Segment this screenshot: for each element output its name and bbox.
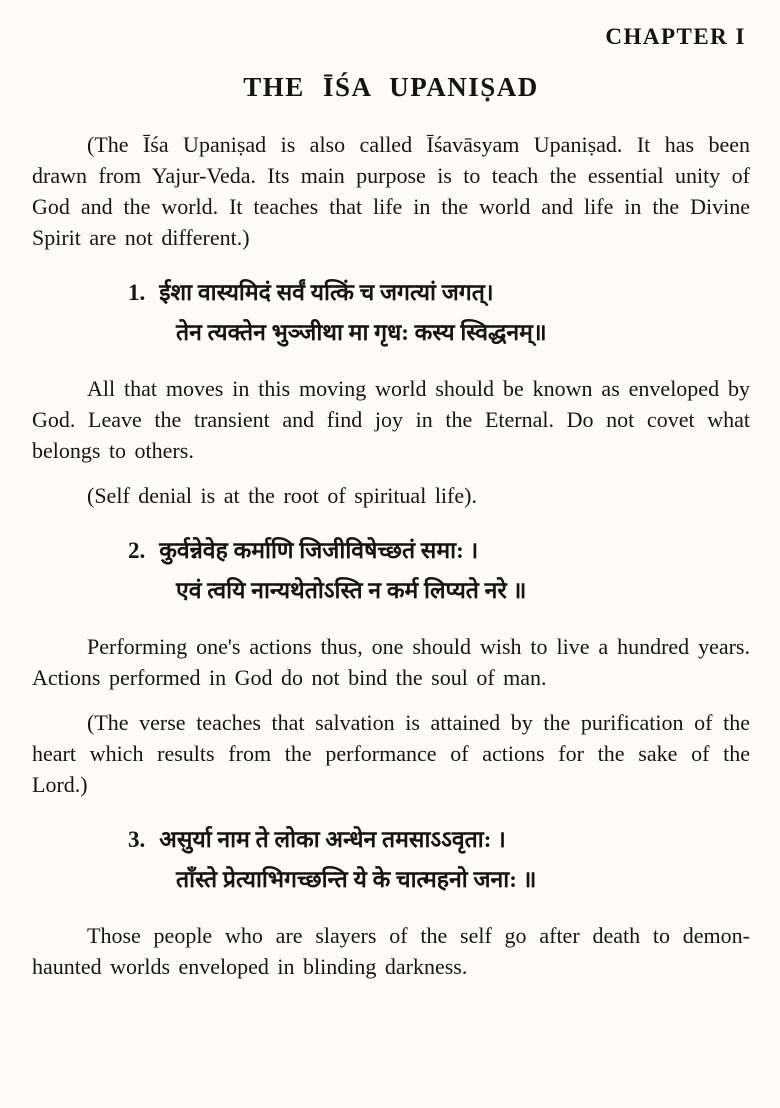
verse-1-number: 1.: [128, 280, 146, 305]
verse-2-line-1: [128, 531, 750, 571]
verse-1-translation: All that moves in this moving world should be known as enveloped by God. Leave the transient and find joy in the Eternal. Do not covet what belongs to others.: [32, 376, 750, 463]
page-title: THE ĪŚA UPANIṢAD: [243, 72, 539, 102]
verse-3-translation: Those people who are slayers of the self go after death to demon-haunted worlds enveloped in blinding darkness.: [32, 923, 750, 979]
verse-3: [128, 820, 750, 900]
verse-2-number: 2.: [128, 538, 146, 563]
verse-1-sanskrit-line-1: ईशा वास्यमिदं सर्वं यत्किं च जगत्यां जगत्।: [159, 280, 494, 305]
verse-1-sanskrit-line-2: तेन त्यक्तेन भुञ्जीथा मा गृध: कस्य स्विद्धनम्॥: [176, 320, 547, 345]
verse-3-number: 3.: [128, 827, 146, 852]
verse-3-sanskrit-line-2: ताँस्ते प्रेत्याभिगच्छन्ति ये के चात्महनो जना: ॥: [176, 867, 537, 892]
verse-2: [128, 531, 750, 611]
verse-2-note: (The verse teaches that salvation is attained by the purification of the heart which results from the performance of actions for the sake of the Lord.): [32, 710, 750, 797]
verse-2-translation: Performing one's actions thus, one should wish to live a hundred years. Actions performed in God do not bind the soul of man.: [32, 634, 750, 690]
verse-2-sanskrit-line-1: कुर्वन्नेवेह कर्माणि जिजीविषेच्छतं समा: ।: [159, 538, 479, 563]
verse-1-line-1: [128, 273, 750, 313]
verse-1-note: (Self denial is at the root of spiritual life).: [87, 483, 477, 508]
verse-2-sanskrit-line-2: एवं त्वयि नान्यथेतोऽस्ति न कर्म लिप्यते नरे ॥: [176, 578, 527, 603]
verse-3-line-1: [128, 820, 750, 860]
chapter-heading: CHAPTER I: [605, 24, 746, 49]
verse-3-sanskrit-line-1: असुर्या नाम ते लोका अन्धेन तमसाऽऽवृता: ।: [159, 827, 506, 852]
intro-paragraph: (The Īśa Upaniṣad is also called Īśavāsyam Upaniṣad. It has been drawn from Yajur-Veda. Its main purpose is to teach the essential unity of God and the world. It teaches that life in the world and life in the Divine Spirit are not different.): [32, 132, 750, 250]
verse-1: [128, 273, 750, 353]
